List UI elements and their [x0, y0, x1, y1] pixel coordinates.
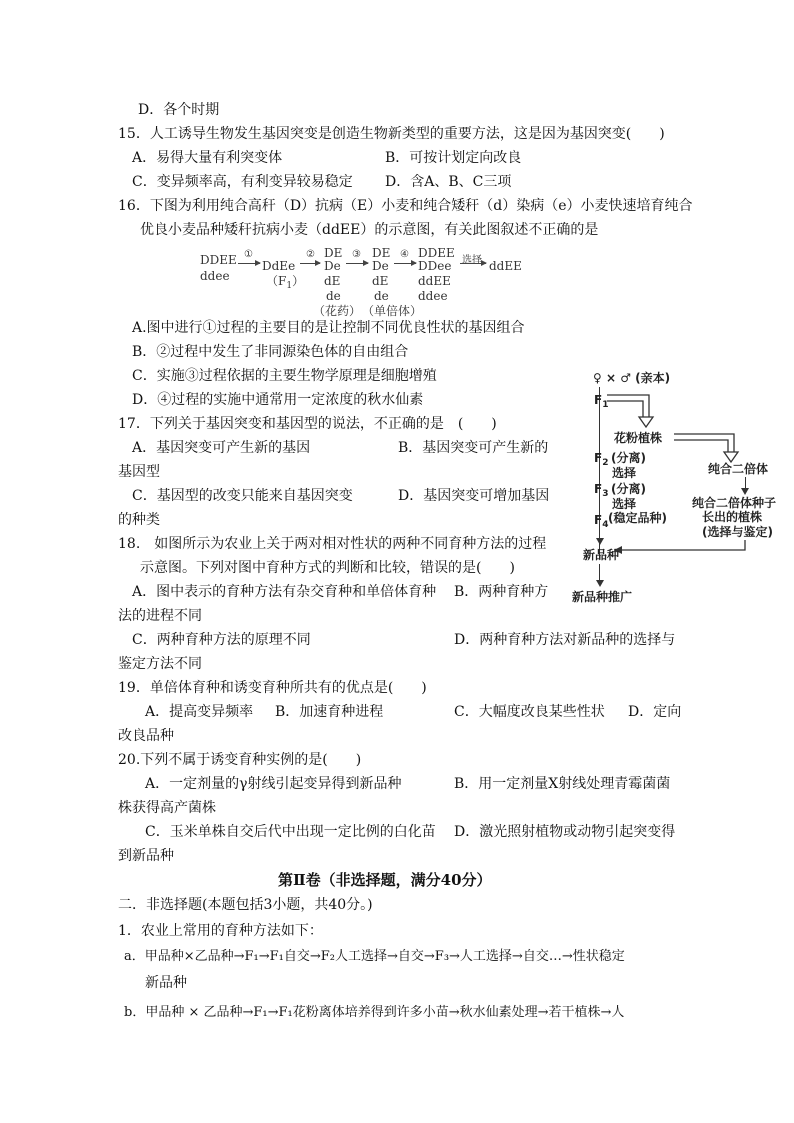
q17-option-b-cont: 基因型	[118, 464, 160, 480]
q15-option-d[interactable]: D．含A、B、C三项	[385, 174, 512, 190]
f4-label: $F_4$	[594, 513, 609, 530]
f2-select: 选择	[612, 466, 637, 480]
p1-method-a-cont: 新品种	[145, 975, 187, 991]
q18-option-b[interactable]: B．两种育种方	[454, 584, 549, 600]
stable-variety: (稳定品种)	[608, 511, 667, 525]
q19-option-d[interactable]: D．定向	[628, 704, 682, 720]
q18-option-d-cont: 鉴定方法不同	[118, 656, 202, 672]
q14-option-d: D．各个时期	[138, 102, 220, 118]
p1-method-a: a．甲品种×乙品种→F₁→F₁自交→F₂人工选择→自交→F₃→人工选择→自交…→性状稳定	[124, 949, 625, 964]
arrow-2	[300, 263, 320, 264]
q20-option-d-cont: 到新品种	[118, 848, 174, 864]
pure-seed-line1: 纯合二倍体种子	[692, 496, 777, 510]
q16-option-b[interactable]: B．②过程中发生了非同源染色体的自由组合	[132, 344, 409, 360]
f2-separation: (分离)	[611, 451, 646, 465]
diploid-ddEE: ddEE	[418, 274, 451, 288]
result-ddEE: ddEE	[489, 259, 522, 273]
parent-ddee-lower: ddee	[200, 269, 230, 283]
f2-label: $F_2$	[594, 451, 609, 468]
q17-option-a[interactable]: A．基因突变可产生新的基因	[132, 440, 311, 456]
q16-option-d[interactable]: D．④过程的实施中通常用一定浓度的秋水仙素	[132, 392, 424, 408]
q18-option-b-cont: 法的进程不同	[118, 608, 202, 624]
q15-option-b[interactable]: B．可按计划定向改良	[385, 150, 522, 166]
step-3-label: ③	[352, 249, 361, 260]
q20-option-c[interactable]: C．玉米单株自交后代中出现一定比例的白化苗	[145, 824, 436, 840]
f3-separation: (分离)	[611, 482, 646, 496]
p1-stem: 1．农业上常用的育种方法如下：	[118, 923, 323, 939]
diploid-ddee: ddee	[418, 289, 448, 303]
q15-option-c[interactable]: C．变异频率高，有利变异较易稳定	[132, 174, 353, 190]
pollen-plant: 花粉植株	[614, 431, 663, 445]
gamete-dE: dE	[324, 274, 341, 288]
f3-label: $F_3$	[594, 482, 609, 499]
part2-title: 第Ⅱ卷（非选择题，满分40分）	[278, 871, 492, 889]
f1-genotype: DdEe	[262, 259, 296, 273]
arrow-select	[460, 263, 486, 264]
f1-label: $(F_1)$	[266, 274, 305, 291]
q17-option-c[interactable]: C．基因型的改变只能来自基因突变	[132, 488, 353, 504]
q16-stem-line1: 16．下图为利用纯合高秆（D）抗病（E）小麦和纯合矮秆（d）染病（e）小麦快速培育纯合	[118, 198, 693, 214]
q17-option-d[interactable]: D．基因突变可增加基因	[398, 488, 550, 504]
q18-option-c[interactable]: C．两种育种方法的原理不同	[132, 632, 311, 648]
diploid-DDee: DDee	[418, 259, 452, 273]
hollow-arrow-1	[605, 391, 665, 433]
q17-stem: 17．下列关于基因突变和基因型的说法，不正确的是 ( )	[118, 416, 497, 432]
merge-arrow	[600, 538, 760, 558]
step-2-label: ②	[306, 249, 315, 260]
pure-diploid: 纯合二倍体	[708, 462, 769, 476]
anther-label: （花药）	[313, 304, 362, 318]
pure-seed-line2: 长出的植株	[702, 510, 763, 524]
p1-method-b: b．甲品种 × 乙品种→F₁→F₁花粉离体培养得到许多小苗→秋水仙素处理→若干植株→人	[124, 1005, 625, 1020]
f3-select: 选择	[612, 497, 637, 511]
q18-stem-line1: 18. 如图所示为农业上关于两对相对性状的两种不同育种方法的过程	[118, 536, 547, 552]
haploid-DE: DE	[372, 246, 391, 260]
q19-option-a[interactable]: A．提高变异频率	[145, 704, 254, 720]
q19-stem: 19．单倍体育种和诱变育种所共有的优点是( )	[118, 680, 427, 696]
q19-option-b[interactable]: B．加速育种进程	[275, 704, 384, 720]
q16-option-a[interactable]: A.图中进行①过程的主要目的是让控制不同优良性状的基因组合	[132, 320, 525, 336]
q18-stem-line2: 示意图。下列对图中育种方式的判断和比较，错误的是( )	[140, 560, 515, 576]
q19-option-c[interactable]: C．大幅度改良某些性状	[454, 704, 605, 720]
q20-option-b[interactable]: B．用一定剂量X射线处理青霉菌菌	[454, 776, 671, 792]
main-line	[599, 387, 600, 559]
q17-option-b[interactable]: B．基因突变可产生新的	[398, 440, 549, 456]
main-arrow-head	[596, 538, 604, 545]
parents-label: ♀ × ♂ (亲本)	[593, 371, 671, 385]
selection-identification: (选择与鉴定)	[702, 525, 773, 539]
new-variety: 新品种	[583, 548, 620, 562]
haploid-De: De	[372, 259, 389, 273]
gamete-De: De	[324, 259, 341, 273]
promote-arrow-head	[596, 580, 604, 587]
step-4-label: ④	[400, 249, 409, 260]
q18-option-d[interactable]: D．两种育种方法对新品种的选择与	[454, 632, 676, 648]
select-label: 选择	[462, 255, 482, 266]
q20-stem: 20.下列不属于诱变育种实例的是( )	[118, 752, 362, 768]
haploid-dE: dE	[372, 274, 389, 288]
q20-option-b-cont: 株获得高产菌株	[118, 800, 216, 816]
gamete-DE: DE	[324, 246, 343, 260]
q15-stem: 15．人工诱导生物发生基因突变是创造生物新类型的重要方法，这是因为基因突变( )	[118, 126, 665, 142]
arrow-1	[238, 263, 260, 264]
part2-heading: 二．非选择题(本题包括3小题，共40分。)	[118, 897, 373, 913]
arrow-3	[346, 263, 368, 264]
step-1-label: ①	[244, 249, 253, 260]
variety-promotion: 新品种推广	[572, 590, 633, 604]
haploid-de: de	[374, 289, 389, 303]
arrow-4	[394, 263, 416, 264]
q17-option-d-cont: 的种类	[118, 512, 160, 528]
f1-label: $F_1$	[594, 393, 609, 410]
q15-option-a[interactable]: A．易得大量有利突变体	[132, 150, 283, 166]
q20-option-d[interactable]: D．激光照射植物或动物引起突变得	[454, 824, 676, 840]
gamete-de: de	[326, 289, 341, 303]
haploid-label: （单倍体）	[362, 304, 423, 318]
q18-option-a[interactable]: A．图中表示的育种方法有杂交育种和单倍体育种	[132, 584, 437, 600]
q16-option-c[interactable]: C．实施③过程依据的主要生物学原理是细胞增殖	[132, 368, 437, 384]
hollow-arrow-2	[672, 430, 752, 466]
parent-ddee-upper: DDEE	[200, 253, 237, 267]
q20-option-a[interactable]: A．一定剂量的γ射线引起变异得到新品种	[145, 776, 402, 792]
right-arrow-head	[741, 488, 749, 495]
q16-stem-line2: 优良小麦品种矮秆抗病小麦（ddEE）的示意图，有关此图叙述不正确的是	[140, 222, 599, 238]
q19-option-d-cont: 改良品种	[118, 728, 174, 744]
diploid-DDEE: DDEE	[418, 246, 455, 260]
